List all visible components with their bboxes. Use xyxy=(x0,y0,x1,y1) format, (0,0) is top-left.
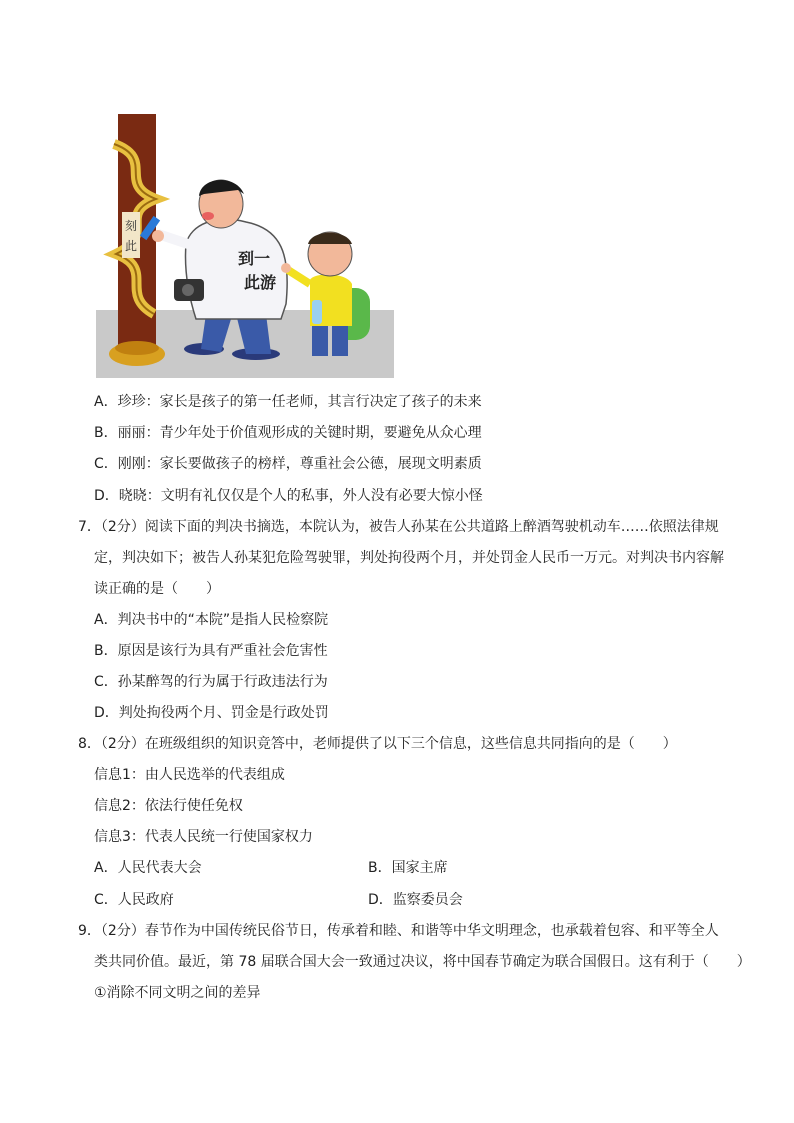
back-text-1: 到一 xyxy=(238,249,271,268)
q6-option-c[interactable]: C．刚刚：家长要做孩子的榜样，尊重社会公德，展现文明素质 xyxy=(94,456,482,472)
q8-stem: 8．（2分）在班级组织的知识竞答中，老师提供了以下三个信息，这些信息共同指向的是（ ） xyxy=(78,736,677,752)
q7-option-c[interactable]: C．孙某醉驾的行为属于行政违法行为 xyxy=(94,674,328,690)
q7-stem-line3: 读正确的是（ ） xyxy=(94,581,220,597)
q6-option-a[interactable]: A．珍珍：家长是孩子的第一任老师，其言行决定了孩子的未来 xyxy=(94,394,482,410)
cartoon-illustration xyxy=(96,104,394,378)
q8-option-b[interactable]: B．国家主席 xyxy=(368,860,448,876)
water-bottle xyxy=(312,300,322,324)
q8-info-2: 信息2：依法行使任免权 xyxy=(94,798,243,814)
q8-option-a[interactable]: A．人民代表大会 xyxy=(94,860,202,876)
q9-item-1[interactable]: ①消除不同文明之间的差异 xyxy=(94,985,261,1001)
q7-stem-line2: 定，判决如下；被告人孙某犯危险驾驶罪，判处拘役两个月，并处罚金人民币一万元。对判决书内容解 xyxy=(94,550,724,566)
q8-info-1: 信息1：由人民选举的代表组成 xyxy=(94,767,285,783)
pillar-text-2: 此 xyxy=(124,239,138,253)
q7-option-b[interactable]: B．原因是该行为具有严重社会危害性 xyxy=(94,643,328,659)
q7-option-d[interactable]: D．判处拘役两个月、罚金是行政处罚 xyxy=(94,705,329,721)
pillar-text-1: 刻 xyxy=(124,219,138,233)
q9-stem-line1: 9．（2分）春节作为中国传统民俗节日，传承着和睦、和谐等中华文明理念，也承载着包容、和平等全人 xyxy=(78,923,719,939)
back-text-2: 此游 xyxy=(244,273,277,292)
q7-option-a[interactable]: A．判决书中的“本院”是指人民检察院 xyxy=(94,612,329,628)
q9-stem-line2: 类共同价值。最近，第 78 届联合国大会一致通过决议，将中国春节确定为联合国假日。这有利于（ ） xyxy=(94,954,751,970)
q8-info-3: 信息3：代表人民统一行使国家权力 xyxy=(94,829,313,845)
q7-stem-line1: 7．（2分）阅读下面的判决书摘选，本院认为，被告人孙某在公共道路上醉酒驾驶机动车……依照法律规 xyxy=(78,519,719,535)
q6-option-d[interactable]: D．晓晓：文明有礼仅仅是个人的私事，外人没有必要大惊小怪 xyxy=(94,488,483,504)
q8-option-d[interactable]: D．监察委员会 xyxy=(368,892,463,908)
q8-option-c[interactable]: C．人民政府 xyxy=(94,892,174,908)
q6-option-b[interactable]: B．丽丽：青少年处于价值观形成的关键时期，要避免从众心理 xyxy=(94,425,482,441)
